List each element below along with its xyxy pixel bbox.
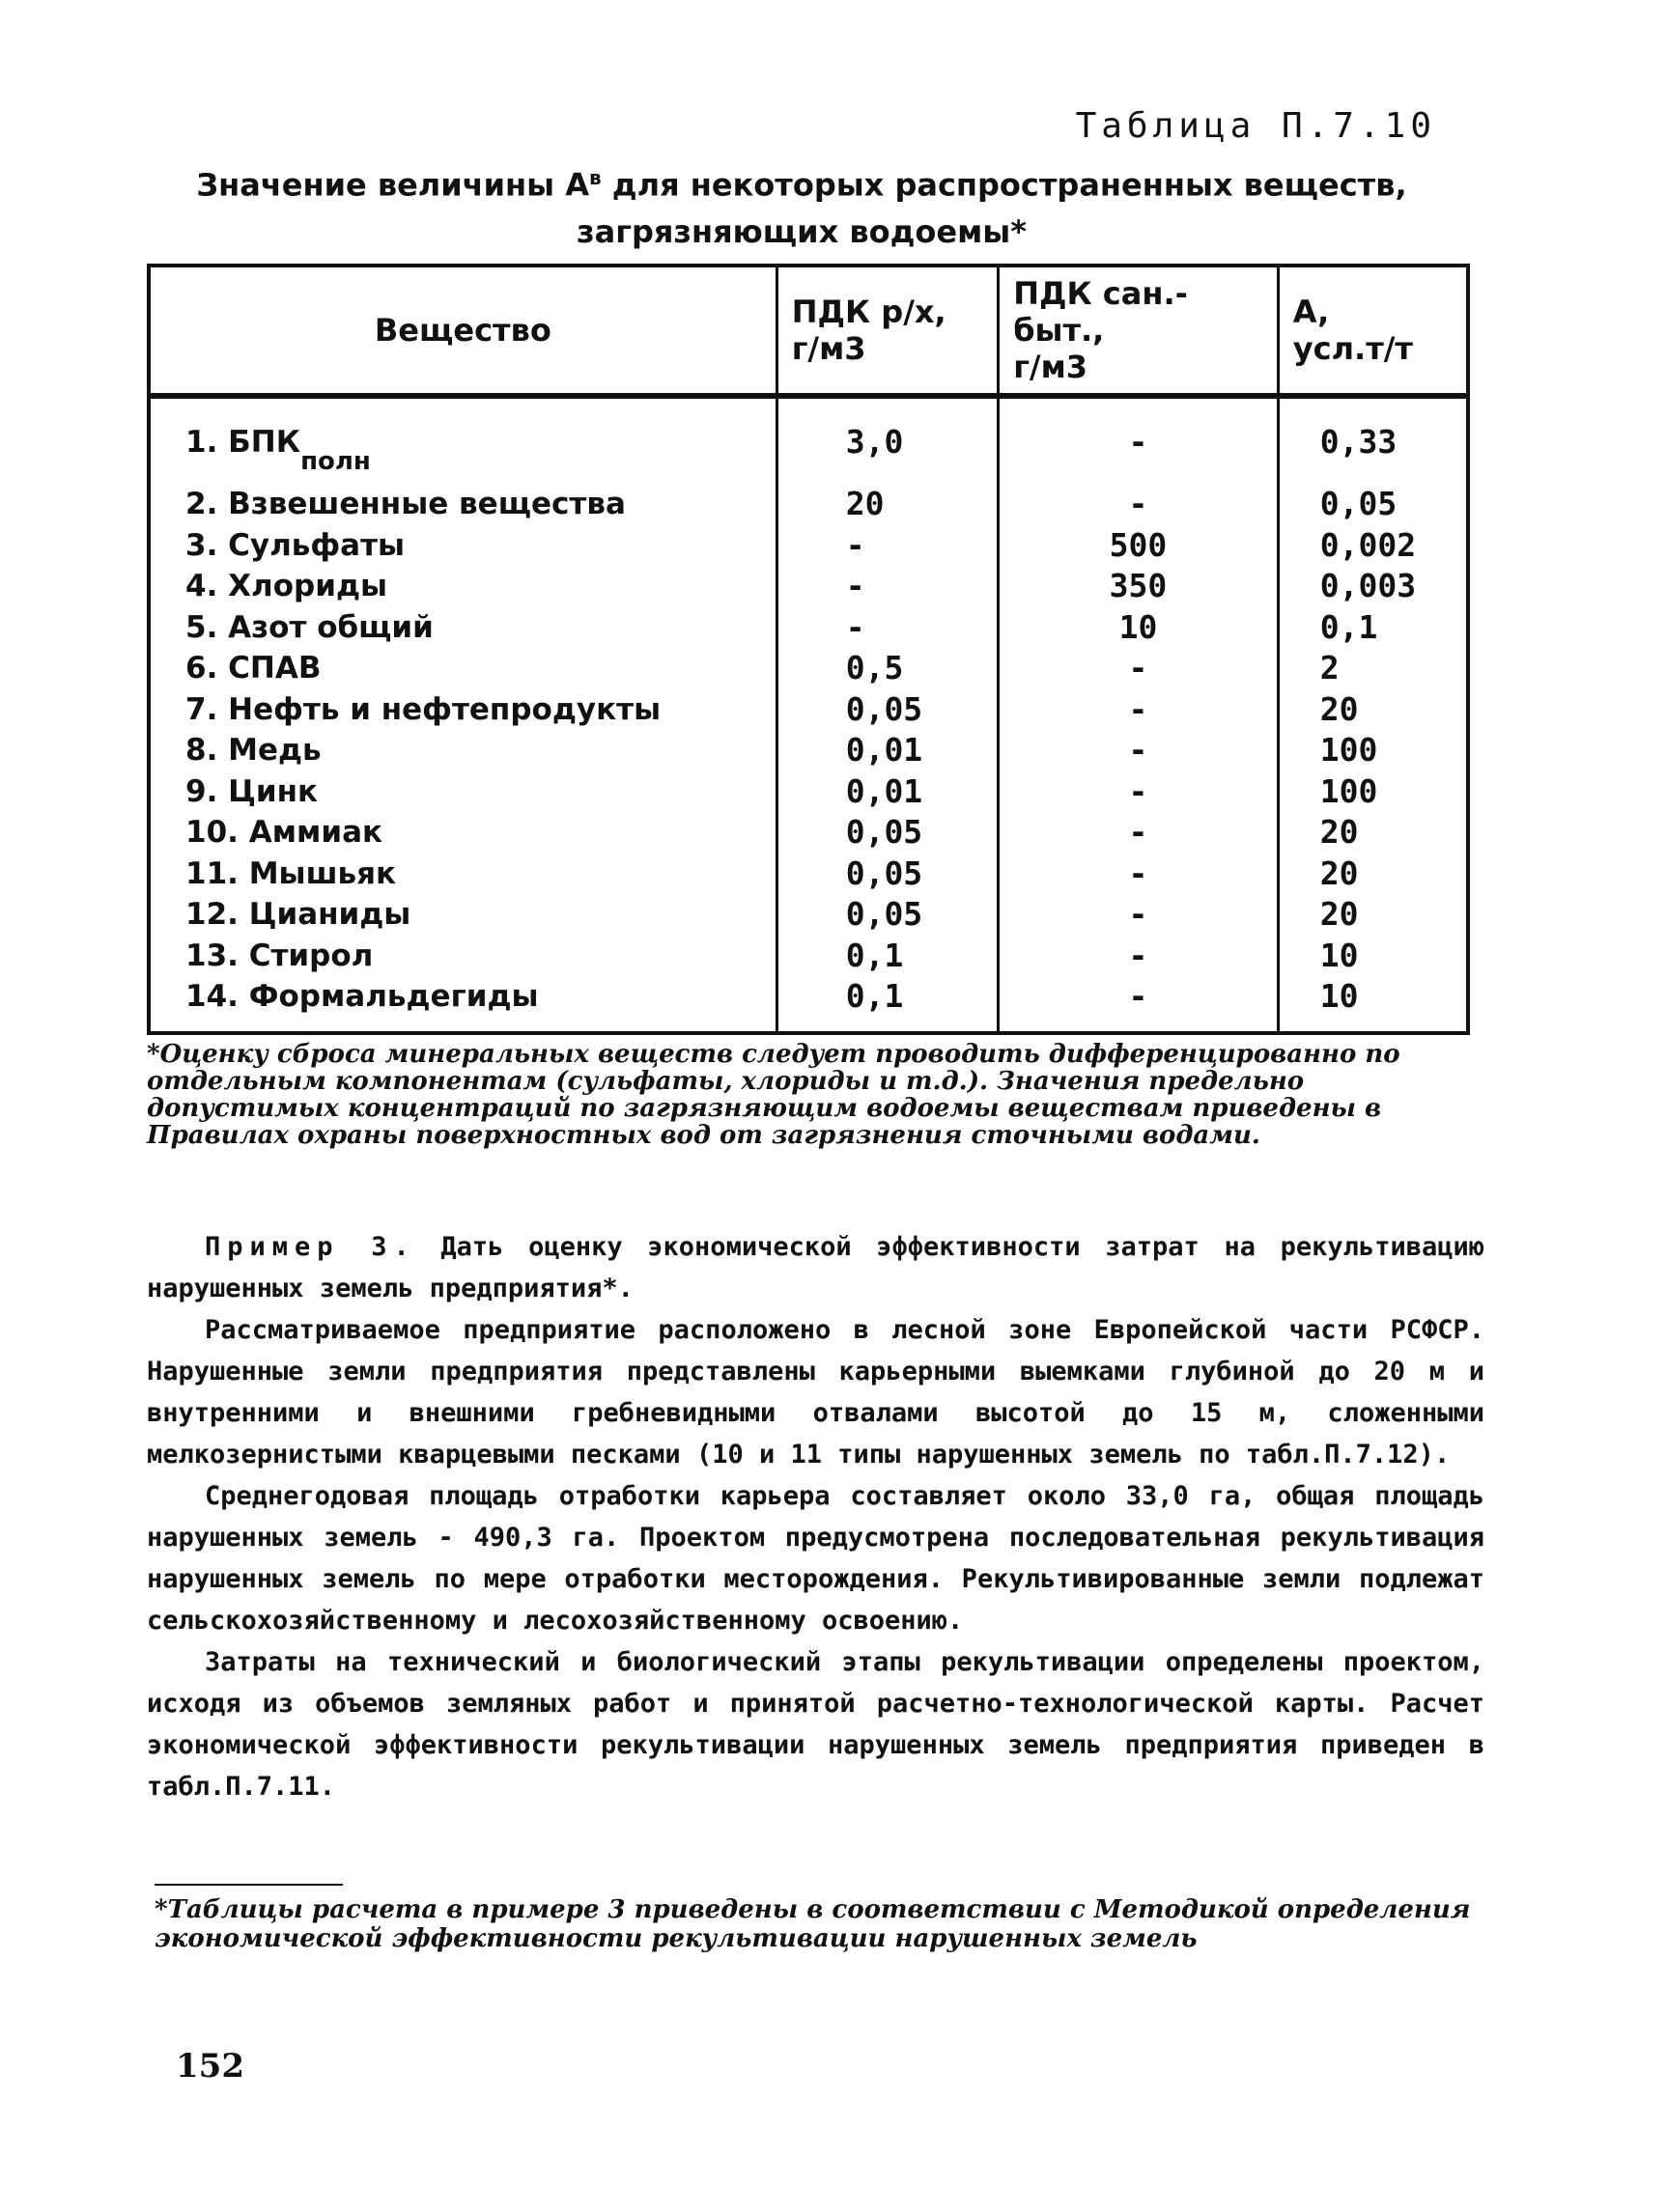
table-row (149, 566, 1468, 607)
cell-substance: 2. Взвешенные вещества (185, 487, 626, 521)
footnote-divider (155, 1884, 343, 1886)
cell-pdk-san: - (999, 812, 1279, 854)
cell-pdk-rx: - (777, 566, 998, 607)
paragraph: Затраты на технический и биологический этапы рекультивации определены проектом, исходя из объемов земляных работ и принятой расчетно-технологической карты. Расчет экономической эффективности рекультивации нарушенных земель предприятия приведен в табл.П.7.11. (147, 1647, 1484, 1802)
cell-a: 100 (1278, 730, 1468, 771)
page-footnote: *Таблицы расчета в примере 3 приведены в соответствии с Методикой определения экономической эффективности рекультивации нарушенных земель (155, 1895, 1471, 1953)
cell-pdk-san: - (999, 854, 1279, 895)
table-row (149, 894, 1468, 936)
cell-substance: 9. Цинк (185, 773, 319, 809)
table-footnote: *Оценку сброса минеральных веществ следует проводить дифференцированно по отдельным компонентам (сульфаты, хлориды и т.д.). Значения предельно допустимых концентраций по загрязняющим водоемы веществам приведены в Правилах охраны поверхностных вод от загрязнения сточными водами. (147, 1040, 1400, 1150)
cell-a: 100 (1278, 771, 1468, 813)
cell-substance: 14. Формальдегиды (185, 979, 539, 1014)
substances-table (147, 264, 1470, 1035)
paragraph (147, 1226, 1484, 1309)
cell-a: 0,002 (1278, 525, 1468, 567)
table-row (149, 689, 1468, 731)
cell-substance: 3. Сульфаты (185, 527, 406, 563)
cell-pdk-san: 350 (999, 566, 1279, 607)
cell-pdk-rx: 0,05 (777, 854, 998, 895)
cell-substance: 4. Хлориды (185, 569, 388, 603)
cell-a: 0,1 (1278, 607, 1468, 649)
page-number: 152 (176, 2047, 244, 2086)
example-label: Пример 3. (205, 1232, 416, 1262)
header-pdk-rx: ПДК р/х, г/м3 (777, 266, 998, 396)
table-row (149, 484, 1468, 525)
cell-substance: 6. СПАВ (185, 651, 322, 686)
paragraph: Рассматриваемое предприятие расположено в лесной зоне Европейской части РСФСР. Нарушенные земли предприятия представлены карьерными выемками глубиной до 20 м и внутренними и внешними гребневидными отвалами высотой до 15 м, сложенными мелкозернистыми кварцевыми песками (10 и 11 типы нарушенных земель по табл.П.7.12). (147, 1315, 1484, 1470)
cell-substance: 8. Медь (185, 733, 322, 768)
cell-a: 0,05 (1278, 484, 1468, 525)
cell-substance: 7. Нефть и нефтепродукты (185, 691, 662, 727)
cell-a: 20 (1278, 689, 1468, 731)
cell-pdk-san: - (999, 648, 1279, 689)
table-row (149, 648, 1468, 689)
caption-superscript: в (589, 166, 602, 189)
cell-a: 20 (1278, 854, 1468, 895)
cell-substance: 10. Аммиак (185, 815, 383, 850)
cell-pdk-san: - (999, 484, 1279, 525)
table-row (149, 854, 1468, 895)
cell-substance: 5. Азот общий (185, 609, 434, 645)
cell-pdk-san: 10 (999, 607, 1279, 649)
cell-a: 10 (1278, 976, 1468, 1033)
cell-pdk-san: 500 (999, 525, 1279, 567)
header-substance: Вещество (149, 266, 777, 396)
cell-pdk-rx: - (777, 525, 998, 567)
cell-substance: 12. Цианиды (185, 897, 411, 932)
cell-pdk-rx: 0,05 (777, 689, 998, 731)
body-text (147, 1226, 1484, 1807)
cell-pdk-rx: 3,0 (777, 396, 998, 484)
cell-subscript: полн (300, 447, 371, 476)
cell-pdk-san: - (999, 689, 1279, 731)
cell-pdk-san: - (999, 936, 1279, 977)
cell-a: 10 (1278, 936, 1468, 977)
table-number: Таблица П.7.10 (1075, 106, 1436, 146)
cell-a: 20 (1278, 894, 1468, 936)
table-body (149, 396, 1468, 1033)
cell-pdk-rx: 0,01 (777, 730, 998, 771)
cell-pdk-rx: 0,01 (777, 771, 998, 813)
cell-substance: 11. Мышьяк (185, 855, 397, 891)
table-row (149, 976, 1468, 1033)
caption-text-end: для некоторых распространенных веществ, (601, 166, 1407, 204)
table-row (149, 771, 1468, 813)
cell-pdk-rx: 0,1 (777, 936, 998, 977)
table-row (149, 607, 1468, 649)
cell-pdk-rx: 0,05 (777, 812, 998, 854)
table-row (149, 525, 1468, 567)
header-pdk-san: ПДК сан.-быт., г/м3 (999, 266, 1279, 396)
cell-a: 2 (1278, 648, 1468, 689)
cell-pdk-rx: - (777, 607, 998, 649)
cell-a: 0,003 (1278, 566, 1468, 607)
paragraph-text: Дать оценку экономической эффективности затрат на рекультивацию нарушенных земель предприятия*. (147, 1232, 1484, 1303)
cell-pdk-san: - (999, 730, 1279, 771)
header-a: A, усл.т/т (1278, 266, 1468, 396)
cell-pdk-san: - (999, 396, 1279, 484)
cell-pdk-san: - (999, 771, 1279, 813)
cell-pdk-san: - (999, 976, 1279, 1033)
cell-pdk-san: - (999, 894, 1279, 936)
cell-pdk-rx: 0,1 (777, 976, 998, 1033)
table-header-row (149, 266, 1468, 396)
table-row (149, 936, 1468, 977)
table-row (149, 396, 1468, 484)
cell-pdk-rx: 0,5 (777, 648, 998, 689)
cell-pdk-rx: 20 (777, 484, 998, 525)
cell-pdk-rx: 0,05 (777, 894, 998, 936)
caption-line-2: загрязняющих водоемы* (577, 212, 1027, 250)
cell-a: 0,33 (1278, 396, 1468, 484)
paragraph: Среднегодовая площадь отработки карьера составляет около 33,0 га, общая площадь нарушенных земель - 490,3 га. Проектом предусмотрена последовательная рекультивация нарушенных земель по мере отработки месторождения. Рекультивированные земли подлежат сельскохозяйственному и лесохозяйственному освоению. (147, 1481, 1484, 1636)
table-row (149, 812, 1468, 854)
table-row (149, 730, 1468, 771)
cell-substance: 13. Стирол (185, 938, 374, 973)
table-caption (145, 154, 1458, 255)
cell-substance: 1. $БПК_{полн}$ (185, 425, 371, 476)
caption-text-start: Значение величины A (196, 166, 589, 204)
cell-a: 20 (1278, 812, 1468, 854)
